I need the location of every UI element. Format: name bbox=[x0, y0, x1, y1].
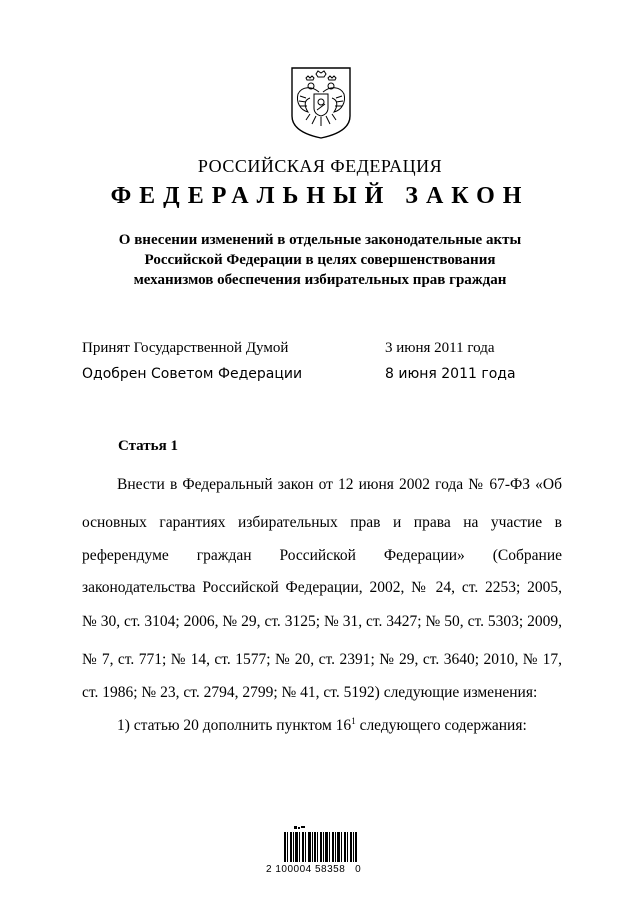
adopted-label: Принят Государственной Думой bbox=[82, 340, 289, 356]
body-line: ст. 1986; № 23, ст. 2794, 2799; № 41, ст. 5192) следующие изменения: bbox=[82, 684, 538, 701]
russian-coat-of-arms-icon bbox=[286, 64, 356, 140]
law-title bbox=[0, 230, 640, 290]
law-title-line: механизмов обеспечения избирательных прав граждан bbox=[133, 272, 507, 288]
article-heading: Статья 1 bbox=[118, 438, 178, 454]
list-item bbox=[117, 717, 527, 735]
law-title-line: Российской Федерации в целях совершенствования bbox=[144, 252, 496, 268]
body-line: референдуме граждан Российской Федерации» (Собрание bbox=[82, 547, 562, 564]
body-line: № 30, ст. 3104; 2006, № 29, ст. 3125; № 31, ст. 3427; № 50, ст. 5303; 2009, bbox=[82, 613, 562, 630]
list-item-superscript: 1 bbox=[351, 715, 356, 726]
adopted-date: 3 июня 2011 года bbox=[385, 340, 495, 356]
barcode-number: 2 100004 58358 0 bbox=[266, 864, 362, 875]
approved-date: 8 июня 2011 года bbox=[385, 366, 516, 382]
list-item-text: 1) статью 20 дополнить пунктом 16 bbox=[117, 717, 352, 734]
body-line: № 7, ст. 771; № 14, ст. 1577; № 20, ст. 2391; № 29, ст. 3640; 2010, № 17, bbox=[82, 651, 562, 668]
body-line: основных гарантиях избирательных прав и права на участие в bbox=[82, 514, 562, 531]
list-item-text-end: следующего содержания: bbox=[355, 717, 527, 734]
body-line: Внести в Федеральный закон от 12 июня 2002 года № 67-ФЗ «Об bbox=[117, 476, 562, 493]
document-type: ФЕДЕРАЛЬНЫЙ ЗАКОН bbox=[110, 183, 530, 209]
law-title-line: О внесении изменений в отдельные законодательные акты bbox=[118, 232, 522, 248]
country-name: РОССИЙСКАЯ ФЕДЕРАЦИЯ bbox=[197, 156, 443, 176]
body-line: законодательства Российской Федерации, 2002, № 24, ст. 2253; 2005, bbox=[82, 579, 562, 596]
approved-label: Одобрен Советом Федерации bbox=[82, 366, 303, 382]
